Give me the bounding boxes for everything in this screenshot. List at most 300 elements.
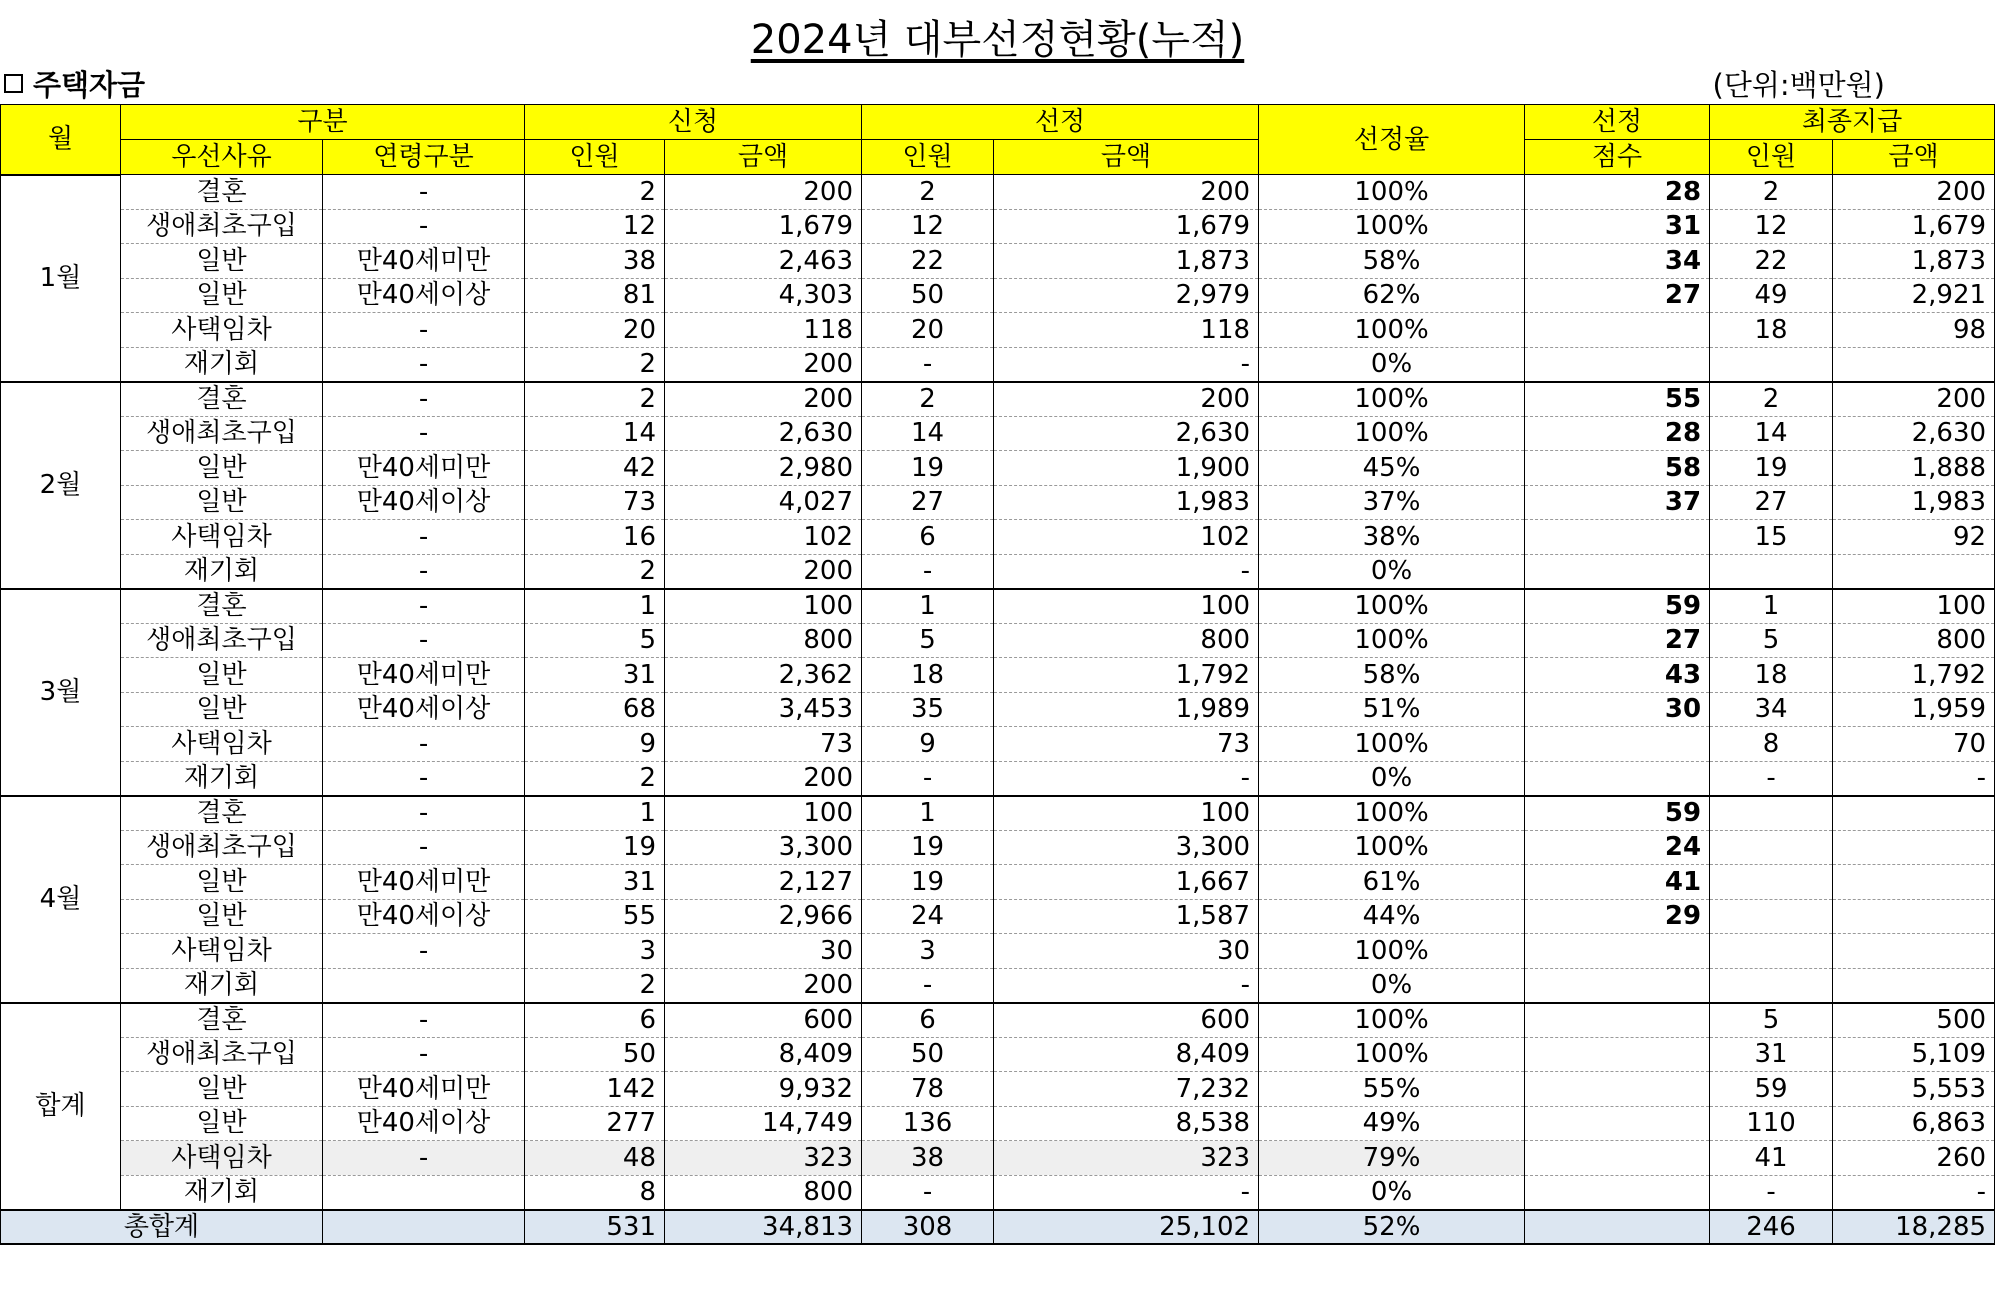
- sel-amount-cell: 100: [994, 796, 1259, 831]
- app-people-cell: 14: [525, 416, 665, 451]
- rate-cell: 0%: [1259, 554, 1525, 589]
- priority-cell: 일반: [121, 451, 323, 486]
- priority-cell: 사택임차: [121, 727, 323, 762]
- final-amount-cell: 1,983: [1833, 485, 1995, 520]
- table-row: [1, 796, 1995, 831]
- sel-people-cell: -: [862, 1175, 994, 1210]
- score-cell: [1525, 1141, 1710, 1176]
- sel-amount-cell: 800: [994, 623, 1259, 658]
- sel-amount-cell: 200: [994, 382, 1259, 417]
- final-people-cell: 27: [1710, 485, 1833, 520]
- sel-people-cell: 6: [862, 1003, 994, 1038]
- app-people-cell: 1: [525, 796, 665, 831]
- app-amount-cell: 100: [665, 796, 862, 831]
- table-body: [1, 175, 1995, 1210]
- sel-people-cell: 19: [862, 830, 994, 865]
- score-cell: 37: [1525, 485, 1710, 520]
- app-amount-cell: 200: [665, 175, 862, 210]
- score-cell: [1525, 1072, 1710, 1107]
- sel-amount-cell: 1,679: [994, 209, 1259, 244]
- app-people-cell: 19: [525, 830, 665, 865]
- app-amount-cell: 200: [665, 347, 862, 382]
- sel-people-cell: -: [862, 554, 994, 589]
- age-cell: 만40세이상: [323, 485, 525, 520]
- age-cell: [323, 1175, 525, 1210]
- sel-amount-cell: -: [994, 968, 1259, 1003]
- rate-cell: 100%: [1259, 796, 1525, 831]
- final-amount-cell: [1833, 899, 1995, 934]
- final-amount-cell: 1,679: [1833, 209, 1995, 244]
- app-people-cell: 12: [525, 209, 665, 244]
- rate-cell: 100%: [1259, 209, 1525, 244]
- app-people-cell: 5: [525, 623, 665, 658]
- age-cell: 만40세미만: [323, 451, 525, 486]
- sel-amount-cell: 30: [994, 934, 1259, 969]
- score-cell: [1525, 968, 1710, 1003]
- sel-people-cell: -: [862, 968, 994, 1003]
- table-row: [1, 761, 1995, 796]
- app-people-cell: 2: [525, 761, 665, 796]
- final-people-cell: 31: [1710, 1037, 1833, 1072]
- table-row: [1, 1003, 1995, 1038]
- rate-cell: 0%: [1259, 968, 1525, 1003]
- app-amount-cell: 200: [665, 968, 862, 1003]
- final-amount-cell: 500: [1833, 1003, 1995, 1038]
- final-people-cell: [1710, 865, 1833, 900]
- rate-cell: 100%: [1259, 382, 1525, 417]
- final-amount-cell: [1833, 865, 1995, 900]
- score-cell: 43: [1525, 658, 1710, 693]
- grand-total-cell: 34,813: [665, 1210, 862, 1245]
- sel-people-cell: 19: [862, 865, 994, 900]
- sel-people-cell: 24: [862, 899, 994, 934]
- app-amount-cell: 4,027: [665, 485, 862, 520]
- score-cell: [1525, 313, 1710, 348]
- grand-total-cell: [1525, 1210, 1710, 1245]
- final-people-cell: 14: [1710, 416, 1833, 451]
- sel-people-cell: 2: [862, 382, 994, 417]
- final-amount-cell: 5,553: [1833, 1072, 1995, 1107]
- final-people-cell: 18: [1710, 313, 1833, 348]
- rate-cell: 100%: [1259, 623, 1525, 658]
- priority-cell: 일반: [121, 1072, 323, 1107]
- score-cell: 27: [1525, 623, 1710, 658]
- priority-cell: 결혼: [121, 796, 323, 831]
- grand-total-cell: 531: [525, 1210, 665, 1245]
- final-people-cell: 49: [1710, 278, 1833, 313]
- sel-amount-cell: -: [994, 554, 1259, 589]
- sel-people-cell: -: [862, 761, 994, 796]
- app-people-cell: 2: [525, 968, 665, 1003]
- app-people-cell: 2: [525, 554, 665, 589]
- app-people-cell: 6: [525, 1003, 665, 1038]
- app-people-cell: 277: [525, 1106, 665, 1141]
- final-amount-cell: 200: [1833, 175, 1995, 210]
- final-amount-cell: 800: [1833, 623, 1995, 658]
- final-people-cell: 15: [1710, 520, 1833, 555]
- age-cell: -: [323, 1037, 525, 1072]
- app-people-cell: 2: [525, 382, 665, 417]
- app-amount-cell: 4,303: [665, 278, 862, 313]
- rate-cell: 100%: [1259, 830, 1525, 865]
- rate-cell: 55%: [1259, 1072, 1525, 1107]
- score-cell: [1525, 1106, 1710, 1141]
- age-cell: 만40세이상: [323, 278, 525, 313]
- final-people-cell: [1710, 934, 1833, 969]
- age-cell: 만40세미만: [323, 865, 525, 900]
- month-cell: 1월: [1, 175, 121, 382]
- priority-cell: 사택임차: [121, 934, 323, 969]
- table-row: [1, 313, 1995, 348]
- sel-people-cell: 18: [862, 658, 994, 693]
- grand-total-cell: 52%: [1259, 1210, 1525, 1245]
- app-amount-cell: 8,409: [665, 1037, 862, 1072]
- rate-cell: 44%: [1259, 899, 1525, 934]
- score-cell: 59: [1525, 589, 1710, 624]
- age-cell: -: [323, 209, 525, 244]
- table-row: [1, 1106, 1995, 1141]
- grand-total-cell: 18,285: [1833, 1210, 1995, 1245]
- priority-cell: 생애최초구입: [121, 830, 323, 865]
- sel-people-cell: 3: [862, 934, 994, 969]
- page-title: 2024년 대부선정현황(누적): [750, 17, 1245, 63]
- app-people-cell: 2: [525, 175, 665, 210]
- final-amount-cell: [1833, 796, 1995, 831]
- sel-amount-cell: 73: [994, 727, 1259, 762]
- sel-people-cell: 1: [862, 589, 994, 624]
- final-people-cell: [1710, 796, 1833, 831]
- table-row: [1, 934, 1995, 969]
- app-people-cell: 42: [525, 451, 665, 486]
- age-cell: -: [323, 934, 525, 969]
- final-amount-cell: [1833, 830, 1995, 865]
- priority-cell: 생애최초구입: [121, 623, 323, 658]
- table-row: [1, 1175, 1995, 1210]
- app-amount-cell: 323: [665, 1141, 862, 1176]
- rate-cell: 100%: [1259, 175, 1525, 210]
- final-people-cell: 41: [1710, 1141, 1833, 1176]
- grand-total-row: [1, 1210, 1995, 1245]
- header-sel-amount: 금액: [994, 140, 1259, 175]
- sel-people-cell: 50: [862, 278, 994, 313]
- final-amount-cell: 98: [1833, 313, 1995, 348]
- table-row: [1, 520, 1995, 555]
- age-cell: 만40세이상: [323, 1106, 525, 1141]
- sel-amount-cell: 1,587: [994, 899, 1259, 934]
- table-row: [1, 347, 1995, 382]
- grand-total-label: 총합계: [1, 1210, 323, 1245]
- age-cell: 만40세이상: [323, 692, 525, 727]
- priority-cell: 생애최초구입: [121, 209, 323, 244]
- table-row: [1, 1072, 1995, 1107]
- rate-cell: 0%: [1259, 347, 1525, 382]
- age-cell: -: [323, 416, 525, 451]
- final-people-cell: 2: [1710, 382, 1833, 417]
- sel-people-cell: 19: [862, 451, 994, 486]
- age-cell: -: [323, 761, 525, 796]
- age-cell: -: [323, 175, 525, 210]
- final-people-cell: 19: [1710, 451, 1833, 486]
- app-people-cell: 73: [525, 485, 665, 520]
- priority-cell: 일반: [121, 899, 323, 934]
- priority-cell: 결혼: [121, 175, 323, 210]
- priority-cell: 생애최초구입: [121, 416, 323, 451]
- app-amount-cell: 600: [665, 1003, 862, 1038]
- priority-cell: 일반: [121, 485, 323, 520]
- final-people-cell: 12: [1710, 209, 1833, 244]
- table-row: [1, 451, 1995, 486]
- priority-cell: 결혼: [121, 589, 323, 624]
- table-row: [1, 658, 1995, 693]
- table-row: [1, 899, 1995, 934]
- sel-amount-cell: 100: [994, 589, 1259, 624]
- header-app-people: 인원: [525, 140, 665, 175]
- rate-cell: 100%: [1259, 1003, 1525, 1038]
- final-amount-cell: 1,792: [1833, 658, 1995, 693]
- score-cell: 28: [1525, 175, 1710, 210]
- final-amount-cell: [1833, 968, 1995, 1003]
- final-amount-cell: 6,863: [1833, 1106, 1995, 1141]
- header-priority: 우선사유: [121, 140, 323, 175]
- grand-total-empty: [323, 1210, 525, 1245]
- score-cell: [1525, 727, 1710, 762]
- table-row: [1, 554, 1995, 589]
- final-amount-cell: 70: [1833, 727, 1995, 762]
- final-people-cell: 5: [1710, 1003, 1833, 1038]
- sel-people-cell: -: [862, 347, 994, 382]
- app-people-cell: 20: [525, 313, 665, 348]
- age-cell: -: [323, 554, 525, 589]
- final-people-cell: 110: [1710, 1106, 1833, 1141]
- priority-cell: 재기회: [121, 968, 323, 1003]
- score-cell: [1525, 934, 1710, 969]
- final-people-cell: 8: [1710, 727, 1833, 762]
- final-amount-cell: 200: [1833, 382, 1995, 417]
- rate-cell: 100%: [1259, 934, 1525, 969]
- app-people-cell: 48: [525, 1141, 665, 1176]
- priority-cell: 재기회: [121, 761, 323, 796]
- sel-people-cell: 1: [862, 796, 994, 831]
- app-amount-cell: 2,966: [665, 899, 862, 934]
- rate-cell: 62%: [1259, 278, 1525, 313]
- final-amount-cell: 1,888: [1833, 451, 1995, 486]
- final-people-cell: 22: [1710, 244, 1833, 279]
- score-cell: [1525, 554, 1710, 589]
- score-cell: 31: [1525, 209, 1710, 244]
- sel-people-cell: 27: [862, 485, 994, 520]
- age-cell: -: [323, 1141, 525, 1176]
- sel-people-cell: 22: [862, 244, 994, 279]
- final-amount-cell: 2,921: [1833, 278, 1995, 313]
- header-final-people: 인원: [1710, 140, 1833, 175]
- table-row: [1, 727, 1995, 762]
- header-selection: 선정: [862, 105, 1259, 140]
- sel-amount-cell: 1,792: [994, 658, 1259, 693]
- table-row: [1, 382, 1995, 417]
- final-people-cell: -: [1710, 761, 1833, 796]
- app-people-cell: 2: [525, 347, 665, 382]
- final-amount-cell: 5,109: [1833, 1037, 1995, 1072]
- final-amount-cell: [1833, 934, 1995, 969]
- sel-amount-cell: 200: [994, 175, 1259, 210]
- grand-total-cell: 308: [862, 1210, 994, 1245]
- rate-cell: 100%: [1259, 1037, 1525, 1072]
- age-cell: [323, 968, 525, 1003]
- rate-cell: 58%: [1259, 244, 1525, 279]
- priority-cell: 일반: [121, 658, 323, 693]
- app-amount-cell: 73: [665, 727, 862, 762]
- final-amount-cell: 260: [1833, 1141, 1995, 1176]
- final-people-cell: 5: [1710, 623, 1833, 658]
- score-cell: [1525, 1003, 1710, 1038]
- age-cell: -: [323, 382, 525, 417]
- sel-amount-cell: 118: [994, 313, 1259, 348]
- final-amount-cell: -: [1833, 761, 1995, 796]
- table-row: [1, 692, 1995, 727]
- grand-total-cell: 25,102: [994, 1210, 1259, 1245]
- rate-cell: 79%: [1259, 1141, 1525, 1176]
- header-rate: 선정율: [1259, 105, 1525, 175]
- app-people-cell: 142: [525, 1072, 665, 1107]
- priority-cell: 사택임차: [121, 313, 323, 348]
- final-amount-cell: 1,959: [1833, 692, 1995, 727]
- table-row: [1, 830, 1995, 865]
- sel-people-cell: 9: [862, 727, 994, 762]
- app-amount-cell: 102: [665, 520, 862, 555]
- age-cell: 만40세미만: [323, 658, 525, 693]
- priority-cell: 생애최초구입: [121, 1037, 323, 1072]
- app-amount-cell: 2,362: [665, 658, 862, 693]
- sel-amount-cell: 102: [994, 520, 1259, 555]
- sel-amount-cell: -: [994, 1175, 1259, 1210]
- app-people-cell: 31: [525, 865, 665, 900]
- app-people-cell: 1: [525, 589, 665, 624]
- final-amount-cell: 2,630: [1833, 416, 1995, 451]
- score-cell: 34: [1525, 244, 1710, 279]
- priority-cell: 사택임차: [121, 1141, 323, 1176]
- header-category: 구분: [121, 105, 525, 140]
- rate-cell: 58%: [1259, 658, 1525, 693]
- header-sel-people: 인원: [862, 140, 994, 175]
- app-people-cell: 50: [525, 1037, 665, 1072]
- sel-amount-cell: 1,900: [994, 451, 1259, 486]
- app-amount-cell: 3,300: [665, 830, 862, 865]
- score-cell: [1525, 1175, 1710, 1210]
- sel-people-cell: 6: [862, 520, 994, 555]
- final-people-cell: [1710, 968, 1833, 1003]
- final-amount-cell: [1833, 554, 1995, 589]
- checkbox-square-icon: [4, 74, 23, 93]
- age-cell: 만40세미만: [323, 1072, 525, 1107]
- score-cell: 58: [1525, 451, 1710, 486]
- final-people-cell: [1710, 347, 1833, 382]
- sel-amount-cell: 3,300: [994, 830, 1259, 865]
- priority-cell: 재기회: [121, 554, 323, 589]
- sel-amount-cell: -: [994, 347, 1259, 382]
- app-people-cell: 81: [525, 278, 665, 313]
- sel-people-cell: 5: [862, 623, 994, 658]
- sel-people-cell: 35: [862, 692, 994, 727]
- age-cell: -: [323, 623, 525, 658]
- sel-amount-cell: 1,667: [994, 865, 1259, 900]
- table-row: [1, 968, 1995, 1003]
- priority-cell: 일반: [121, 1106, 323, 1141]
- priority-cell: 재기회: [121, 1175, 323, 1210]
- sel-amount-cell: 1,989: [994, 692, 1259, 727]
- table-row: [1, 623, 1995, 658]
- app-amount-cell: 100: [665, 589, 862, 624]
- app-amount-cell: 9,932: [665, 1072, 862, 1107]
- header-age: 연령구분: [323, 140, 525, 175]
- table-row: [1, 1037, 1995, 1072]
- rate-cell: 100%: [1259, 589, 1525, 624]
- header-score-bottom: 점수: [1525, 140, 1710, 175]
- age-cell: -: [323, 1003, 525, 1038]
- age-cell: -: [323, 589, 525, 624]
- grand-total-cell: 246: [1710, 1210, 1833, 1245]
- table-row: [1, 244, 1995, 279]
- month-cell: 합계: [1, 1003, 121, 1210]
- app-amount-cell: 2,980: [665, 451, 862, 486]
- priority-cell: 일반: [121, 244, 323, 279]
- score-cell: 41: [1525, 865, 1710, 900]
- final-people-cell: [1710, 554, 1833, 589]
- sel-people-cell: 38: [862, 1141, 994, 1176]
- score-cell: 28: [1525, 416, 1710, 451]
- header-app-amount: 금액: [665, 140, 862, 175]
- score-cell: 29: [1525, 899, 1710, 934]
- header-score-top: 선정: [1525, 105, 1710, 140]
- app-amount-cell: 14,749: [665, 1106, 862, 1141]
- section-title: 주택자금: [33, 68, 146, 102]
- app-amount-cell: 2,127: [665, 865, 862, 900]
- app-people-cell: 68: [525, 692, 665, 727]
- app-amount-cell: 30: [665, 934, 862, 969]
- sel-amount-cell: 8,409: [994, 1037, 1259, 1072]
- age-cell: -: [323, 796, 525, 831]
- rate-cell: 0%: [1259, 761, 1525, 796]
- final-amount-cell: 92: [1833, 520, 1995, 555]
- app-people-cell: 9: [525, 727, 665, 762]
- sel-amount-cell: 1,873: [994, 244, 1259, 279]
- score-cell: 27: [1525, 278, 1710, 313]
- sel-amount-cell: 323: [994, 1141, 1259, 1176]
- table-row: [1, 416, 1995, 451]
- month-cell: 4월: [1, 796, 121, 1003]
- header-month: 월: [1, 105, 121, 175]
- rate-cell: 0%: [1259, 1175, 1525, 1210]
- app-amount-cell: 3,453: [665, 692, 862, 727]
- app-people-cell: 38: [525, 244, 665, 279]
- rate-cell: 49%: [1259, 1106, 1525, 1141]
- score-cell: [1525, 761, 1710, 796]
- app-people-cell: 16: [525, 520, 665, 555]
- loan-selection-table: [0, 104, 1995, 1245]
- header-application: 신청: [525, 105, 862, 140]
- final-people-cell: 59: [1710, 1072, 1833, 1107]
- sel-amount-cell: -: [994, 761, 1259, 796]
- table-row: [1, 278, 1995, 313]
- month-cell: 3월: [1, 589, 121, 796]
- final-amount-cell: 100: [1833, 589, 1995, 624]
- app-amount-cell: 200: [665, 761, 862, 796]
- final-people-cell: 18: [1710, 658, 1833, 693]
- sel-amount-cell: 600: [994, 1003, 1259, 1038]
- header-final: 최종지급: [1710, 105, 1995, 140]
- sel-people-cell: 50: [862, 1037, 994, 1072]
- final-people-cell: 34: [1710, 692, 1833, 727]
- score-cell: [1525, 520, 1710, 555]
